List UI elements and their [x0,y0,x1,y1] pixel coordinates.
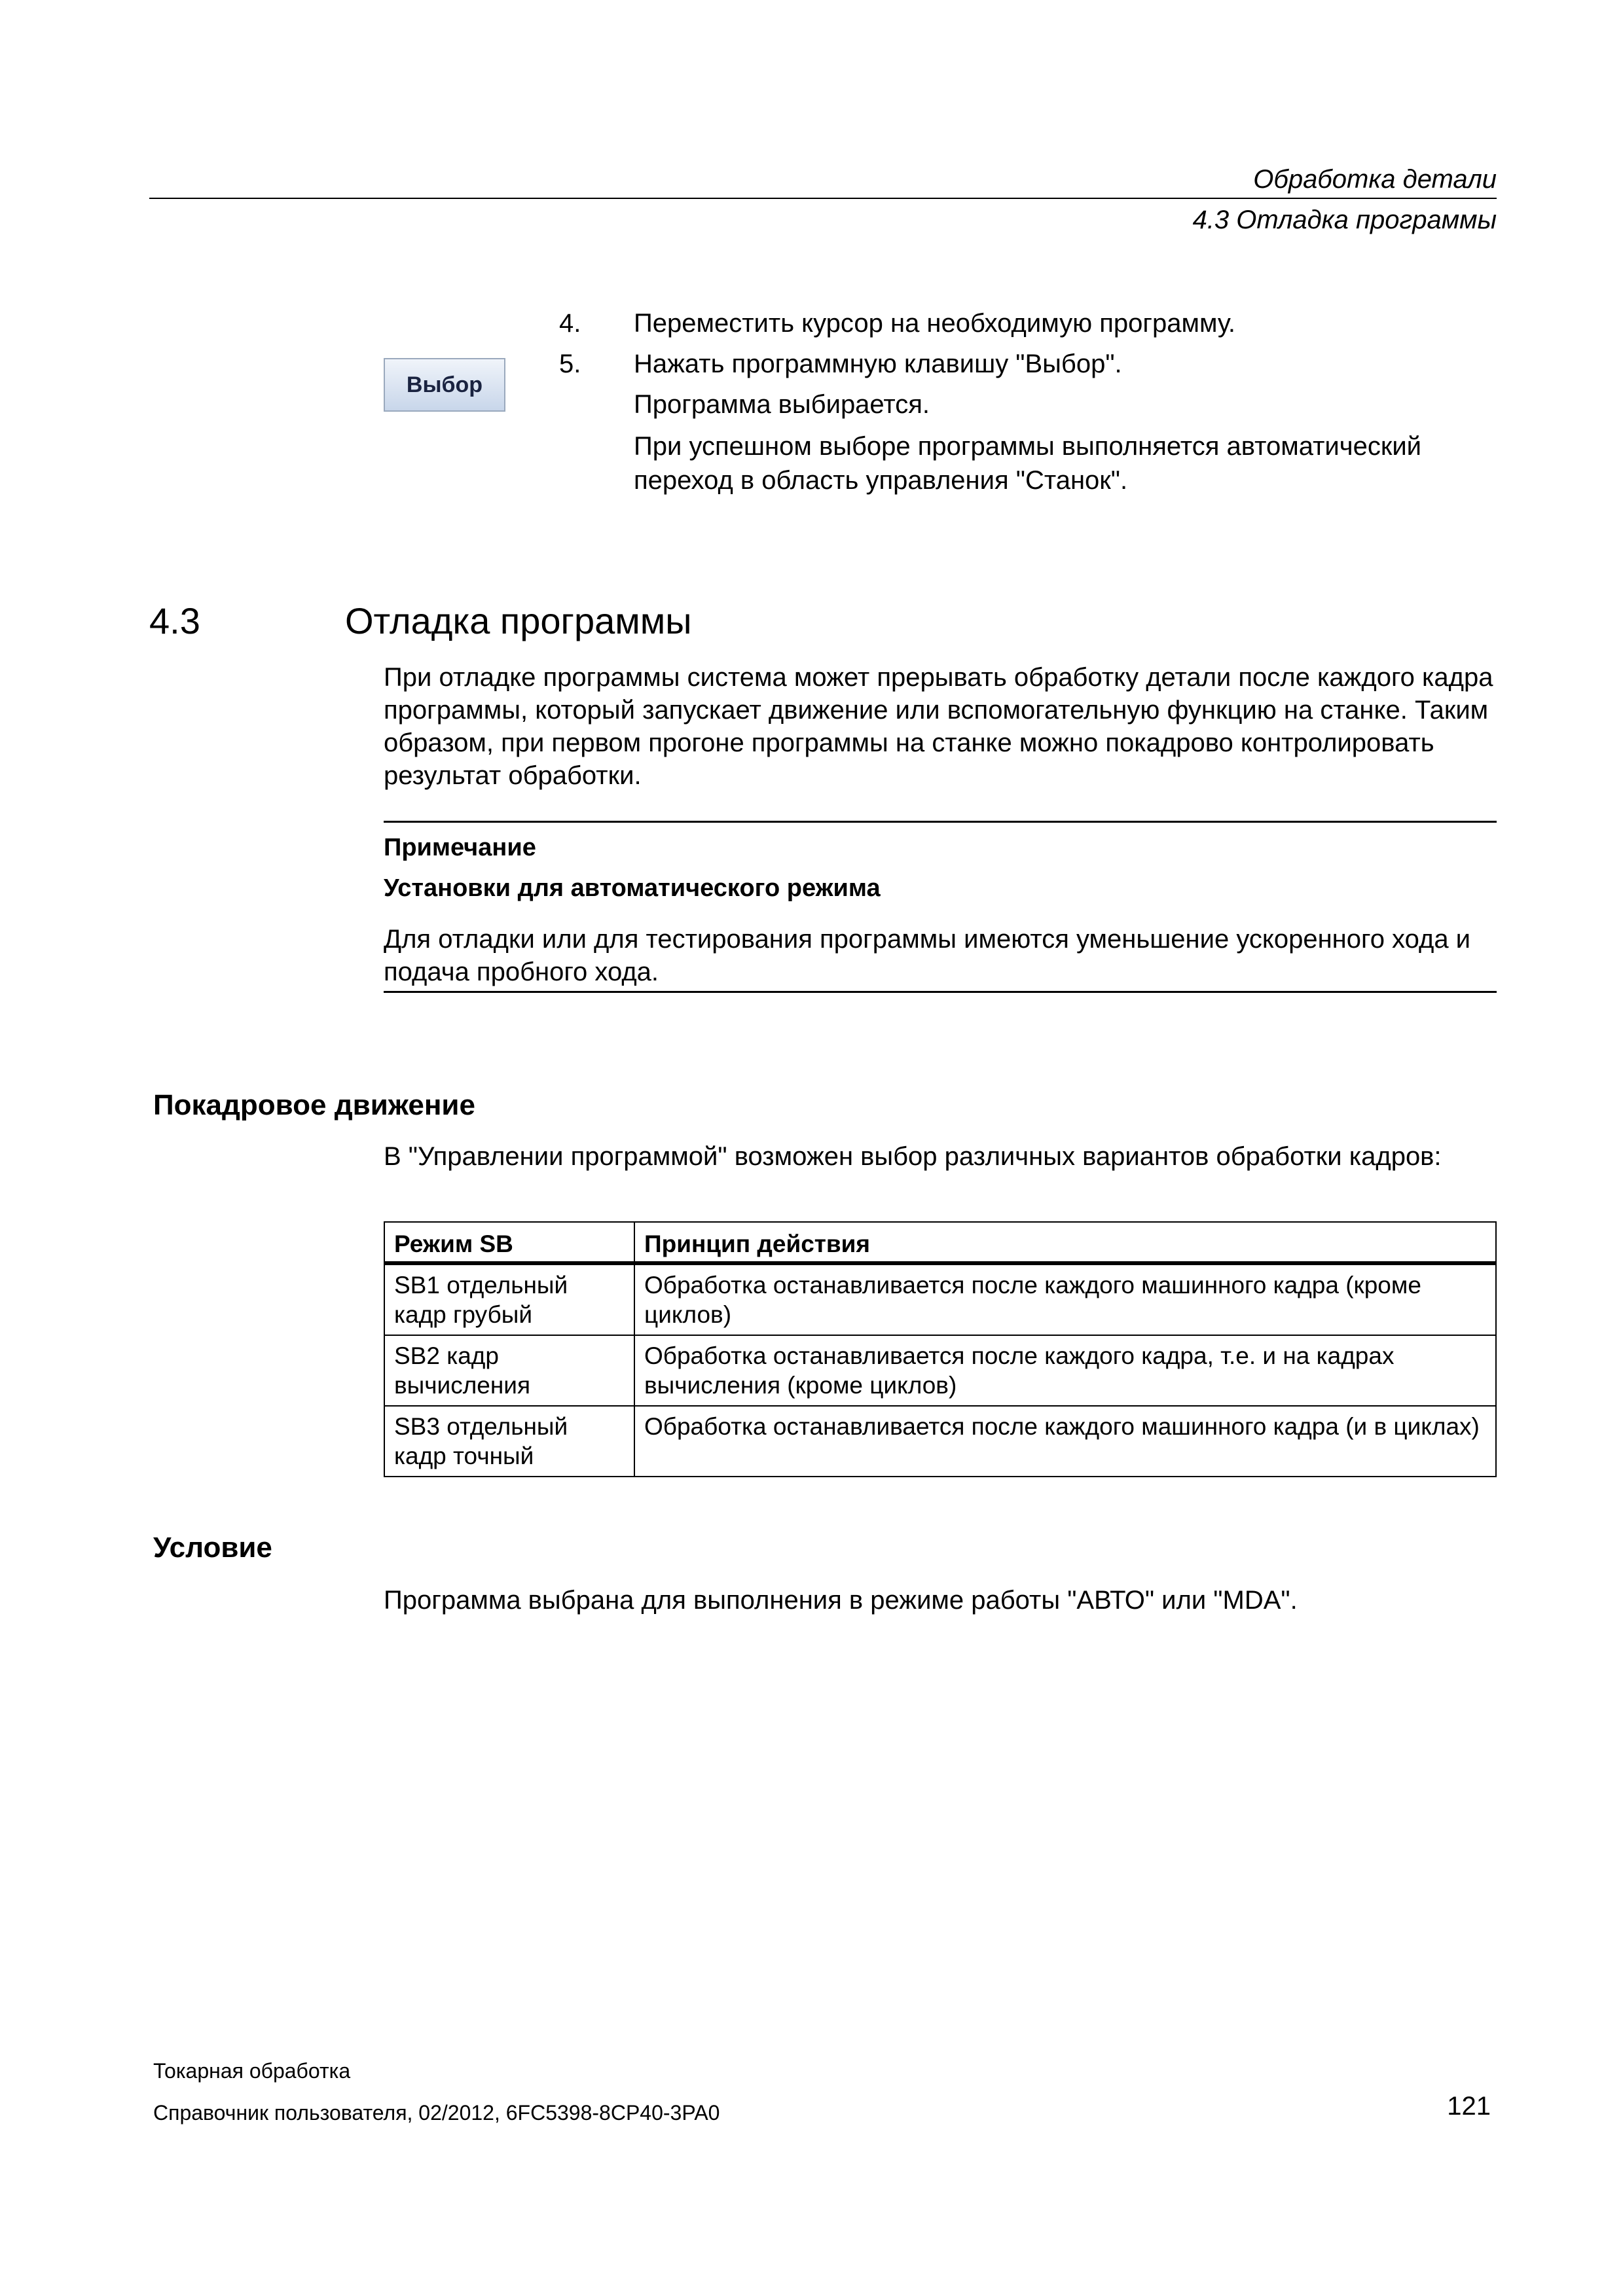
section-intro: При отладке программы система может прерывать обработку детали после каждого кадра программы, который запускает движение или вспомогательную функцию на станке. Таким образом, при первом прогоне программы на станке можно покадрово контролировать результат обработки. [384,663,1493,790]
select-softkey-button[interactable]: Выбор [384,358,505,412]
table-cell-mode: SB2 кадр вычисления [384,1335,634,1406]
running-header-section: 4.3 Отладка программы [1192,206,1497,234]
note-bottom-rule [384,991,1497,993]
step-5-note: При успешном выборе программы выполняется автоматический переход в область управления "Станок". [634,432,1422,495]
step-5-number: 5. [559,350,581,378]
footer-product: Токарная обработка [153,2059,351,2083]
section-number: 4.3 [149,600,200,641]
table-header-mode: Режим SB [384,1222,634,1263]
table-row [384,1406,1496,1477]
note-label: Примечание [384,834,536,861]
single-block-text: В "Управлении программой" возможен выбор различных вариантов обработки кадров: [384,1142,1442,1171]
running-header-chapter: Обработка детали [1253,165,1497,194]
note-top-rule [384,821,1497,823]
table-cell-mode: SB1 отдельный кадр грубый [384,1263,634,1335]
condition-text: Программа выбрана для выполнения в режиме работы "АВТО" или "MDA". [384,1586,1298,1615]
note-text: Для отладки или для тестирования программы имеются уменьшение ускоренного хода и подача пробного хода. [384,925,1471,986]
table-row [384,1263,1496,1335]
step-4-number: 4. [559,309,581,338]
section-title: Отладка программы [345,600,692,641]
note-title: Установки для автоматического режима [384,874,881,902]
header-rule [149,198,1497,199]
table-cell-principle: Обработка останавливается после каждого машинного кадра (кроме циклов) [634,1263,1496,1335]
table-header-principle: Принцип действия [634,1222,1496,1263]
single-block-modes-table [384,1221,1497,1477]
table-header-row [384,1222,1496,1263]
footer-document: Справочник пользователя, 02/2012, 6FC5398-8CP40-3PA0 [153,2101,720,2125]
page-number: 121 [1447,2092,1491,2121]
table-row [384,1335,1496,1406]
table-cell-principle: Обработка останавливается после каждого машинного кадра (и в циклах) [634,1406,1496,1477]
table-cell-mode: SB3 отдельный кадр точный [384,1406,634,1477]
condition-heading: Условие [153,1532,272,1564]
step-4-text: Переместить курсор на необходимую программу. [634,309,1236,338]
step-5-result: Программа выбирается. [634,390,930,419]
step-5-text: Нажать программную клавишу "Выбор". [634,350,1122,378]
table-cell-principle: Обработка останавливается после каждого кадра, т.е. и на кадрах вычисления (кроме циклов) [634,1335,1496,1406]
single-block-heading: Покадровое движение [153,1089,475,1121]
